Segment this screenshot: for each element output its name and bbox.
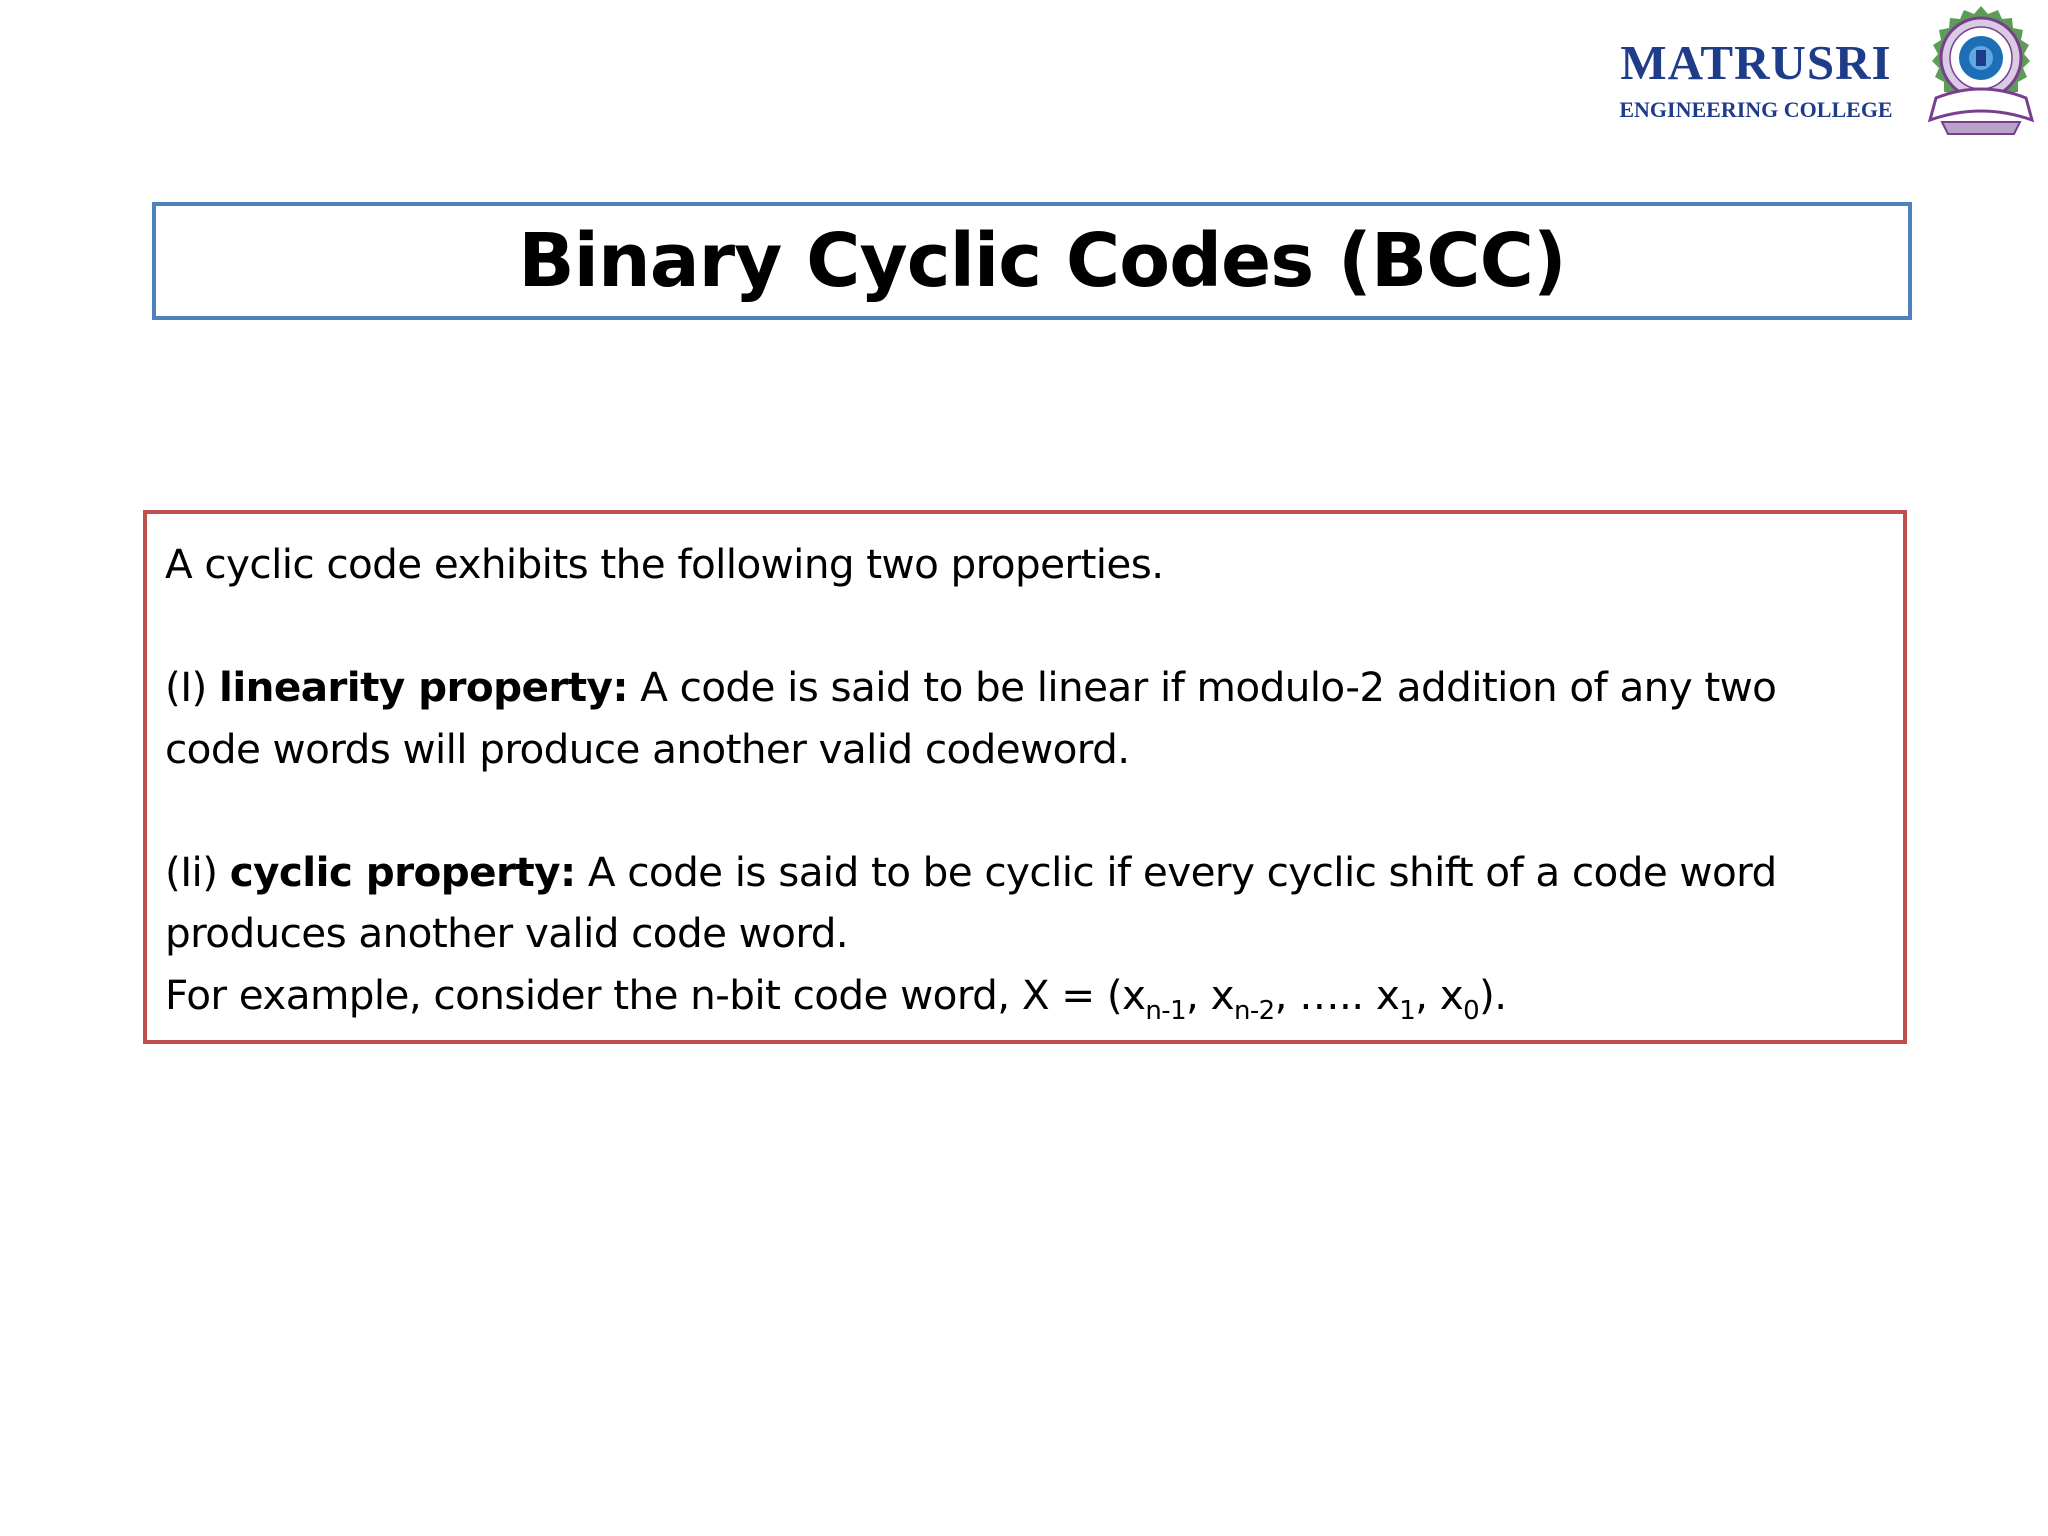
brand-name: MATRUSRI xyxy=(1620,35,1892,90)
linearity-text-1: A code is said to be linear if modulo-2 addition of any two xyxy=(640,663,1777,711)
title-box xyxy=(152,202,1912,320)
spacer xyxy=(165,596,1885,658)
example-line xyxy=(165,965,1885,1027)
slide-title: Binary Cyclic Codes (BCC) xyxy=(518,218,1566,304)
subscript-n-1: n-1 xyxy=(1145,995,1187,1026)
example-sep-1: , x xyxy=(1186,970,1234,1019)
linearity-text-2: code words will produce another valid codeword. xyxy=(165,724,1130,773)
linearity-prefix: (I) xyxy=(165,663,207,711)
college-logo-text xyxy=(1598,35,1914,122)
linearity-paragraph xyxy=(165,657,1885,719)
content-box xyxy=(143,510,1907,1044)
intro-line: A cyclic code exhibits the following two properties. xyxy=(165,540,1164,588)
example-end: ). xyxy=(1479,970,1507,1019)
cyclic-text-1: A code is said to be cyclic if every cyclic shift of a code word xyxy=(587,847,1777,896)
subscript-n-2: n-2 xyxy=(1233,995,1275,1026)
example-sep-2: , ….. x xyxy=(1274,970,1400,1019)
subscript-1: 1 xyxy=(1399,995,1416,1026)
spacer xyxy=(165,780,1885,842)
college-seal-icon xyxy=(1918,2,2044,142)
subscript-0: 0 xyxy=(1463,995,1480,1026)
cyclic-prefix: (Ii) xyxy=(165,847,218,896)
linearity-term: linearity property: xyxy=(219,663,628,711)
cyclic-text-2: produces another valid code word. xyxy=(165,909,849,957)
example-lead: For example, consider the n-bit code word, X = (x xyxy=(165,970,1146,1019)
example-sep-3: , x xyxy=(1415,970,1464,1019)
brand-subtitle: ENGINEERING COLLEGE xyxy=(1619,97,1893,122)
cyclic-paragraph xyxy=(165,842,1885,904)
cyclic-term: cyclic property: xyxy=(229,847,576,896)
